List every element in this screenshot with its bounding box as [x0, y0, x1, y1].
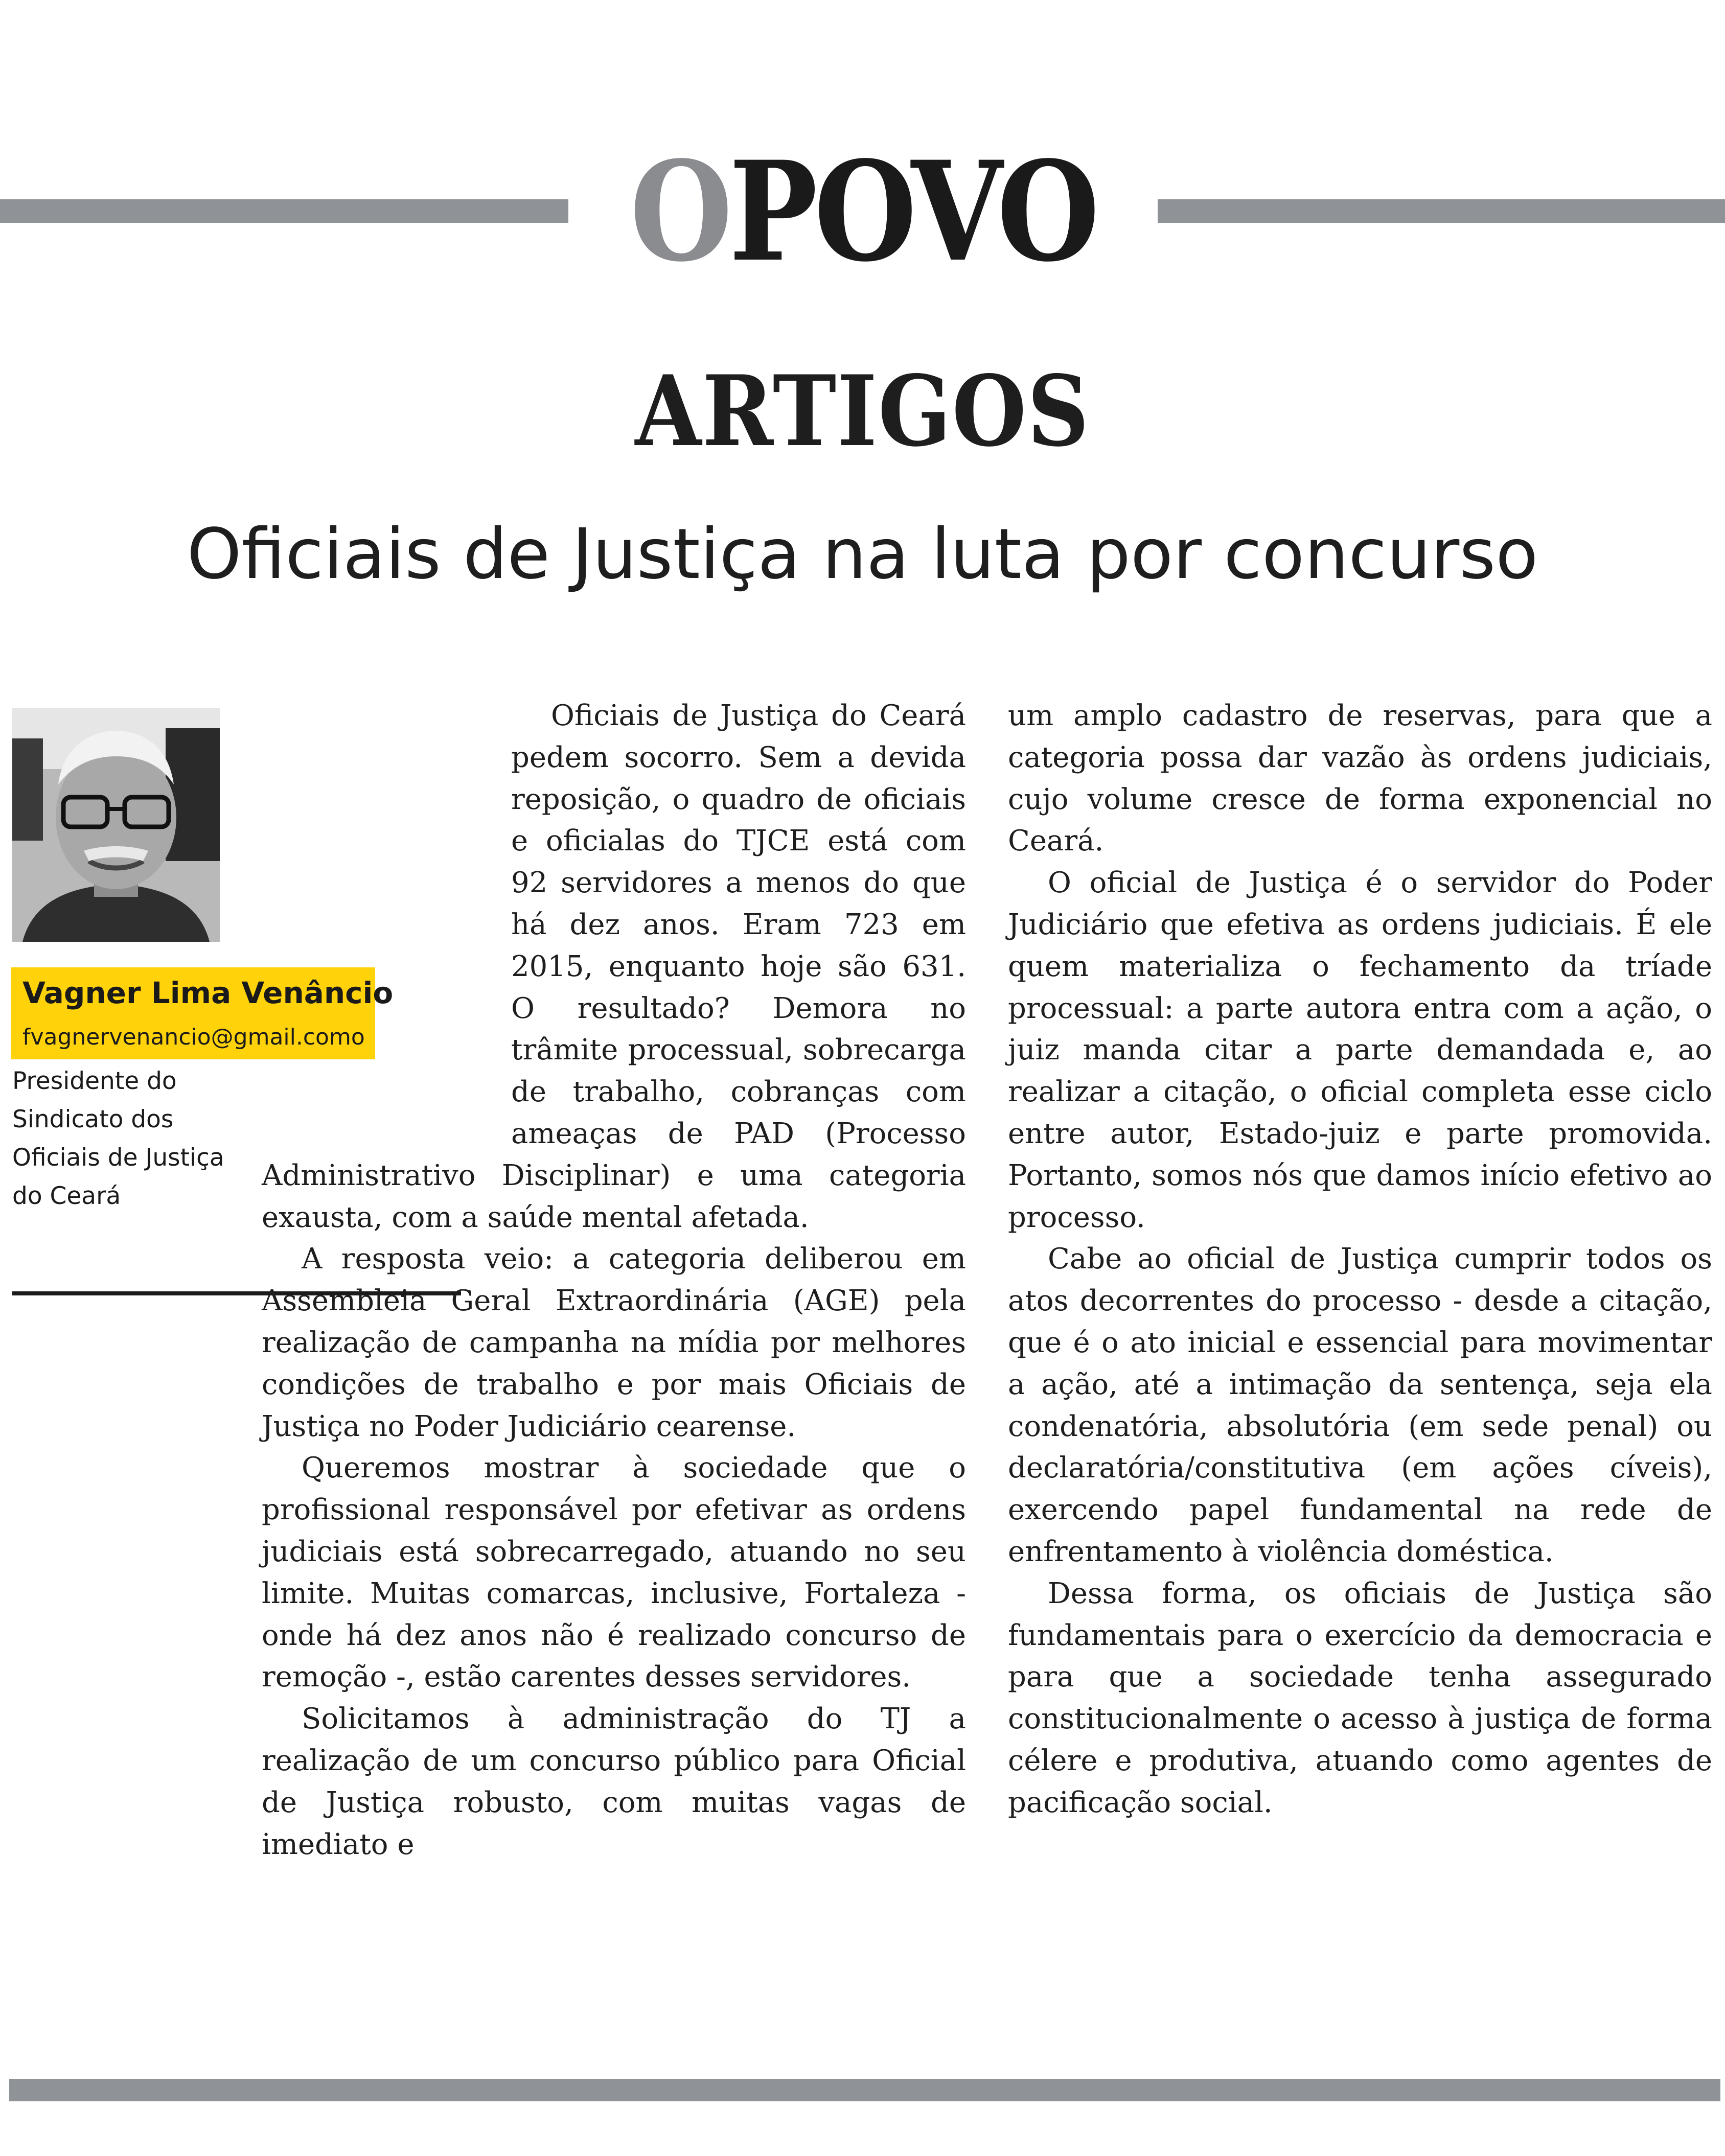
- article-paragraph-continued: um amplo cadastro de reservas, para que a categoria possa dar vazão às ordens judiciais, cujo volume cresce de forma exponencial no Ceará.: [1008, 699, 1712, 858]
- article-paragraph: O oficial de Justiça é o servidor do Poder Judiciário que efetiva as ordens judiciais. É ele quem materializa o fechamento da tríade processual: a parte autora entra com a ação, o juiz manda citar a parte demandada e, ao realizar a citação, o oficial completa esse ciclo entre autor, Estado-juiz e parte promovida. Portanto, somos nós que damos início efetivo ao processo.: [1008, 866, 1712, 1234]
- logo-o: O: [630, 131, 729, 292]
- masthead-rule-right: [1158, 199, 1725, 223]
- author-name: Vagner Lima Venâncio: [22, 976, 394, 1010]
- author-role: Presidente do Sindicato dos Oficiais de Justiça do Ceará: [12, 1067, 224, 1210]
- article-paragraph: Dessa forma, os oficiais de Justiça são fundamentais para o exercício da democracia e para que a sociedade tenha assegurado constitucionalmente o acesso à justiça de forma célere e produtiva, atuando como agentes de pacificação social.: [1008, 1577, 1712, 1819]
- article-paragraph: Queremos mostrar à sociedade que o profissional responsável por efetivar as ordens judiciais está sobrecarregado, atuando no seu limite. Muitas comarcas, inclusive, Fortaleza - onde há dez anos não é realizado concurso de remoção -, estão carentes desses servidores.: [262, 1451, 966, 1694]
- article-paragraph: Cabe ao oficial de Justiça cumprir todos os atos decorrentes do processo - desde a citação, que é o ato inicial e essencial para movimentar a ação, até a intimação da sentença, seja ela condenatória, absolutória (em sede penal) ou declaratória/constitutiva (em ações cíveis), exercendo papel fundamental na rede de enfrentamento à violência doméstica.: [1008, 1242, 1712, 1568]
- article-paragraph: Oficiais de Justiça do Ceará pedem socorro. Sem a devida reposição, o quadro de oficiais e oficialas do TJCE está com 92 servidores a menos do que há dez anos. Eram 723 em 2015, enquanto hoje são 631. O resultado? Demora no trâmite processual, sobrecarga de trabalho, cobranças com ameaças de PAD (Processo Administrativo Disciplinar) e uma categoria exausta, com a saúde mental afetada.: [262, 699, 966, 1234]
- article-headline: Oficiais de Justiça na luta por concurso: [187, 514, 1538, 595]
- article-column-right: [1008, 695, 1712, 1824]
- footer-rule: [9, 2079, 1720, 2101]
- masthead-rule-left: [0, 199, 568, 223]
- newspaper-logo: [610, 131, 1117, 292]
- article-paragraph: A resposta veio: a categoria deliberou em Assembleia Geral Extraordinária (AGE) pela realização de campanha na mídia por melhores condições de trabalho e por mais Oficiais de Justiça no Poder Judiciário cearense.: [262, 1242, 966, 1443]
- article-column-left: [262, 695, 966, 1865]
- author-email: fvagnervenancio@gmail.como: [22, 1024, 365, 1050]
- author-photo: [12, 708, 220, 942]
- logo-povo: POVO: [729, 131, 1096, 292]
- section-title: ARTIGOS: [635, 354, 1090, 468]
- article-paragraph: Solicitamos à administração do TJ a realização de um concurso público para Oficial de Justiça robusto, com muitas vagas de imediato e: [262, 1702, 966, 1861]
